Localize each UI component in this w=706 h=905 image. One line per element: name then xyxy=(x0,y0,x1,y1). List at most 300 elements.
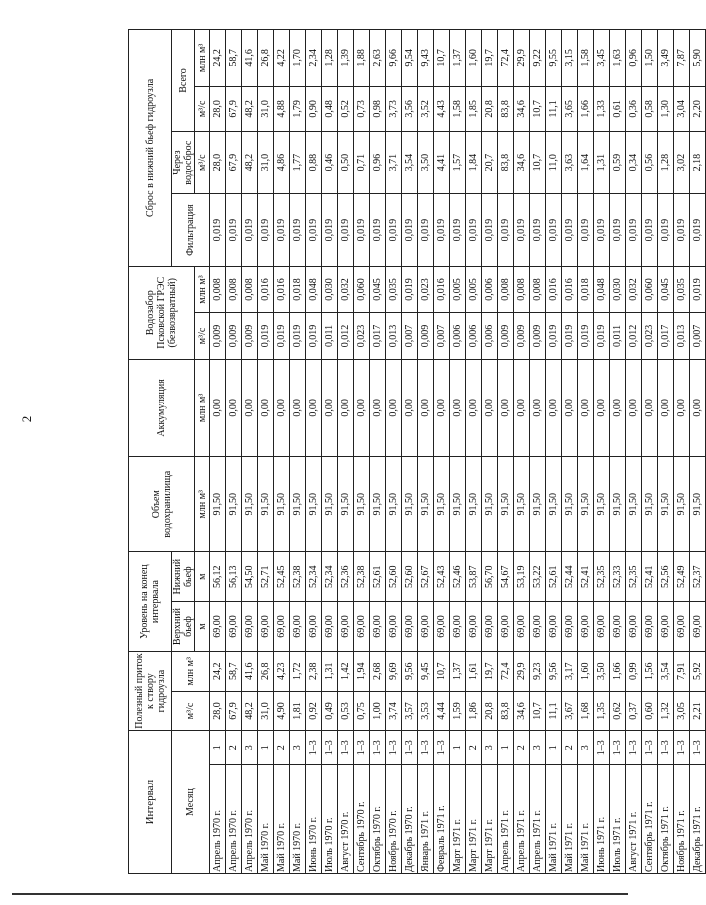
cell-inflow-mln: 9,56 xyxy=(402,651,418,691)
cell-filtration: 0,019 xyxy=(258,194,274,267)
cell-upper-pool: 69,00 xyxy=(594,602,610,652)
cell-upper-pool: 69,00 xyxy=(418,602,434,652)
cell-inflow-m3s: 83,8 xyxy=(498,691,514,731)
cell-inflow-m3s: 10,7 xyxy=(530,691,546,731)
cell-total-mln: 1,58 xyxy=(578,30,594,87)
cell-inflow-m3s: 0,62 xyxy=(610,691,626,731)
cell-filtration: 0,019 xyxy=(322,194,338,267)
cell-total-m3s: 1,79 xyxy=(290,86,306,131)
cell-total-mln: 9,43 xyxy=(418,30,434,87)
table-row xyxy=(642,30,658,874)
cell-decade: 1–3 xyxy=(642,731,658,765)
cell-total-m3s: 1,58 xyxy=(450,86,466,131)
cell-upper-pool: 69,00 xyxy=(322,602,338,652)
cell-month: Май 1971 г. xyxy=(562,765,578,874)
cell-inflow-m3s: 0,60 xyxy=(642,691,658,731)
cell-month: Август 1971 г. xyxy=(626,765,642,874)
cell-inflow-mln: 9,45 xyxy=(418,651,434,691)
cell-volume: 91,50 xyxy=(306,457,322,552)
table-row xyxy=(674,30,690,874)
cell-intake-m3s: 0,011 xyxy=(322,313,338,359)
cell-upper-pool: 69,00 xyxy=(578,602,594,652)
cell-filtration: 0,019 xyxy=(690,194,706,267)
cell-accumulation: 0,00 xyxy=(466,359,482,456)
header-upper-unit: м xyxy=(195,602,210,652)
cell-upper-pool: 69,00 xyxy=(482,602,498,652)
cell-intake-m3s: 0,019 xyxy=(578,313,594,359)
cell-accumulation: 0,00 xyxy=(674,359,690,456)
cell-volume: 91,50 xyxy=(402,457,418,552)
header-volume-unit: млн м³ xyxy=(195,457,210,552)
cell-volume: 91,50 xyxy=(354,457,370,552)
cell-inflow-m3s: 4,44 xyxy=(434,691,450,731)
cell-total-m3s: 3,04 xyxy=(674,86,690,131)
cell-intake-mln: 0,008 xyxy=(242,266,258,312)
cell-intake-m3s: 0,007 xyxy=(690,313,706,359)
cell-upper-pool: 69,00 xyxy=(258,602,274,652)
cell-spillway: 1,64 xyxy=(578,132,594,194)
header-total-mln: млн м³ xyxy=(195,30,210,87)
cell-total-m3s: 0,61 xyxy=(610,86,626,131)
cell-spillway: 3,71 xyxy=(386,132,402,194)
cell-intake-mln: 0,060 xyxy=(354,266,370,312)
cell-volume: 91,50 xyxy=(642,457,658,552)
cell-total-mln: 2,63 xyxy=(370,30,386,87)
cell-accumulation: 0,00 xyxy=(258,359,274,456)
cell-total-m3s: 0,52 xyxy=(338,86,354,131)
header-month: Месяц xyxy=(172,731,210,874)
cell-month: Февраль 1971 г. xyxy=(434,765,450,874)
cell-upper-pool: 69,00 xyxy=(370,602,386,652)
cell-spillway: 1,57 xyxy=(450,132,466,194)
cell-inflow-mln: 0,99 xyxy=(626,651,642,691)
cell-lower-pool: 56,13 xyxy=(226,552,242,602)
cell-month: Июль 1971 г. xyxy=(610,765,626,874)
header-inflow-m3s: м³/с xyxy=(172,691,210,731)
table-row xyxy=(530,30,546,874)
table-row xyxy=(466,30,482,874)
cell-accumulation: 0,00 xyxy=(338,359,354,456)
cell-upper-pool: 69,00 xyxy=(546,602,562,652)
cell-volume: 91,50 xyxy=(226,457,242,552)
cell-total-m3s: 0,98 xyxy=(370,86,386,131)
cell-upper-pool: 69,00 xyxy=(338,602,354,652)
cell-total-mln: 10,7 xyxy=(434,30,450,87)
cell-month: Ноябрь 1970 г. xyxy=(386,765,402,874)
cell-accumulation: 0,00 xyxy=(402,359,418,456)
header-water-intake: Водозабор Псковской ГРЭС (безвозвратный) xyxy=(129,266,195,359)
cell-inflow-m3s: 48,2 xyxy=(242,691,258,731)
cell-accumulation: 0,00 xyxy=(434,359,450,456)
cell-spillway: 1,84 xyxy=(466,132,482,194)
cell-upper-pool: 69,00 xyxy=(674,602,690,652)
cell-volume: 91,50 xyxy=(690,457,706,552)
cell-lower-pool: 52,36 xyxy=(338,552,354,602)
cell-total-m3s: 20,8 xyxy=(482,86,498,131)
header-total-m3s: м³/с xyxy=(195,86,210,131)
cell-lower-pool: 52,38 xyxy=(354,552,370,602)
cell-accumulation: 0,00 xyxy=(354,359,370,456)
table-row xyxy=(210,30,226,874)
cell-intake-m3s: 0,012 xyxy=(338,313,354,359)
cell-upper-pool: 69,00 xyxy=(434,602,450,652)
cell-total-m3s: 1,66 xyxy=(578,86,594,131)
table-row xyxy=(354,30,370,874)
cell-volume: 91,50 xyxy=(210,457,226,552)
cell-intake-mln: 0,048 xyxy=(306,266,322,312)
cell-filtration: 0,019 xyxy=(274,194,290,267)
header-discharge: Сброс в нижний бьеф гидроузла xyxy=(129,30,172,267)
cell-inflow-mln: 3,54 xyxy=(658,651,674,691)
cell-month: Октябрь 1971 г. xyxy=(658,765,674,874)
cell-inflow-m3s: 3,57 xyxy=(402,691,418,731)
cell-accumulation: 0,00 xyxy=(418,359,434,456)
cell-intake-mln: 0,016 xyxy=(274,266,290,312)
cell-total-mln: 1,63 xyxy=(610,30,626,87)
cell-intake-mln: 0,018 xyxy=(290,266,306,312)
cell-inflow-mln: 9,69 xyxy=(386,651,402,691)
cell-total-m3s: 3,52 xyxy=(418,86,434,131)
cell-accumulation: 0,00 xyxy=(610,359,626,456)
table-row xyxy=(578,30,594,874)
cell-inflow-m3s: 0,49 xyxy=(322,691,338,731)
cell-lower-pool: 52,35 xyxy=(594,552,610,602)
cell-inflow-m3s: 1,00 xyxy=(370,691,386,731)
table-row xyxy=(418,30,434,874)
cell-spillway: 3,02 xyxy=(674,132,690,194)
cell-upper-pool: 69,00 xyxy=(290,602,306,652)
cell-spillway: 67,9 xyxy=(226,132,242,194)
cell-total-mln: 1,50 xyxy=(642,30,658,87)
cell-month: Апрель 1970 г. xyxy=(210,765,226,874)
header-inflow: Полезный приток к створу гидроузла xyxy=(129,651,172,730)
table-row xyxy=(322,30,338,874)
cell-filtration: 0,019 xyxy=(354,194,370,267)
cell-decade: 2 xyxy=(226,731,242,765)
cell-filtration: 0,019 xyxy=(466,194,482,267)
table-row xyxy=(482,30,498,874)
header-accumulation: Аккумуляция xyxy=(129,359,195,456)
table-row xyxy=(562,30,578,874)
cell-upper-pool: 69,00 xyxy=(402,602,418,652)
cell-inflow-m3s: 0,92 xyxy=(306,691,322,731)
cell-total-mln: 3,49 xyxy=(658,30,674,87)
cell-total-mln: 29,9 xyxy=(514,30,530,87)
cell-inflow-m3s: 0,37 xyxy=(626,691,642,731)
cell-total-m3s: 3,56 xyxy=(402,86,418,131)
cell-accumulation: 0,00 xyxy=(210,359,226,456)
cell-inflow-mln: 72,4 xyxy=(498,651,514,691)
cell-filtration: 0,019 xyxy=(482,194,498,267)
cell-upper-pool: 69,00 xyxy=(514,602,530,652)
cell-lower-pool: 54,67 xyxy=(498,552,514,602)
cell-total-m3s: 3,65 xyxy=(562,86,578,131)
cell-inflow-mln: 3,17 xyxy=(562,651,578,691)
cell-month: Декабрь 1970 г. xyxy=(402,765,418,874)
cell-inflow-mln: 1,31 xyxy=(322,651,338,691)
cell-volume: 91,50 xyxy=(578,457,594,552)
cell-inflow-mln: 4,23 xyxy=(274,651,290,691)
cell-decade: 2 xyxy=(514,731,530,765)
cell-decade: 2 xyxy=(274,731,290,765)
cell-intake-m3s: 0,017 xyxy=(658,313,674,359)
cell-intake-mln: 0,019 xyxy=(402,266,418,312)
cell-inflow-m3s: 34,6 xyxy=(514,691,530,731)
cell-intake-m3s: 0,019 xyxy=(546,313,562,359)
cell-filtration: 0,019 xyxy=(338,194,354,267)
cell-lower-pool: 52,46 xyxy=(450,552,466,602)
cell-lower-pool: 52,60 xyxy=(402,552,418,602)
cell-inflow-mln: 19,7 xyxy=(482,651,498,691)
cell-spillway: 31,0 xyxy=(258,132,274,194)
cell-intake-mln: 0,016 xyxy=(562,266,578,312)
cell-total-m3s: 0,58 xyxy=(642,86,658,131)
cell-spillway: 0,96 xyxy=(370,132,386,194)
cell-lower-pool: 52,35 xyxy=(626,552,642,602)
cell-intake-m3s: 0,009 xyxy=(418,313,434,359)
cell-decade: 3 xyxy=(290,731,306,765)
cell-volume: 91,50 xyxy=(658,457,674,552)
cell-inflow-mln: 9,23 xyxy=(530,651,546,691)
cell-intake-mln: 0,032 xyxy=(338,266,354,312)
header-intake-mln: млн м³ xyxy=(195,266,210,312)
cell-volume: 91,50 xyxy=(546,457,562,552)
cell-inflow-mln: 1,94 xyxy=(354,651,370,691)
header-interval: Интервал xyxy=(129,731,172,874)
cell-filtration: 0,019 xyxy=(530,194,546,267)
cell-decade: 1 xyxy=(498,731,514,765)
cell-month: Апрель 1971 г. xyxy=(498,765,514,874)
cell-accumulation: 0,00 xyxy=(626,359,642,456)
cell-filtration: 0,019 xyxy=(306,194,322,267)
cell-upper-pool: 69,00 xyxy=(658,602,674,652)
header-level: Уровень на конец интервала xyxy=(129,552,172,652)
cell-total-m3s: 4,43 xyxy=(434,86,450,131)
cell-total-mln: 41,6 xyxy=(242,30,258,87)
cell-inflow-mln: 7,91 xyxy=(674,651,690,691)
cell-total-m3s: 83,8 xyxy=(498,86,514,131)
cell-spillway: 4,41 xyxy=(434,132,450,194)
cell-filtration: 0,019 xyxy=(658,194,674,267)
cell-spillway: 28,0 xyxy=(210,132,226,194)
cell-volume: 91,50 xyxy=(322,457,338,552)
cell-upper-pool: 69,00 xyxy=(242,602,258,652)
table-body xyxy=(210,30,706,874)
cell-lower-pool: 52,41 xyxy=(578,552,594,602)
cell-total-m3s: 28,0 xyxy=(210,86,226,131)
cell-upper-pool: 69,00 xyxy=(530,602,546,652)
cell-total-mln: 9,22 xyxy=(530,30,546,87)
cell-decade: 1–3 xyxy=(338,731,354,765)
cell-total-mln: 19,7 xyxy=(482,30,498,87)
cell-filtration: 0,019 xyxy=(498,194,514,267)
cell-inflow-mln: 9,56 xyxy=(546,651,562,691)
cell-total-m3s: 10,7 xyxy=(530,86,546,131)
cell-total-m3s: 11,1 xyxy=(546,86,562,131)
cell-decade: 1–3 xyxy=(674,731,690,765)
header-upper-pool: Верхний бьеф xyxy=(172,602,195,652)
cell-intake-m3s: 0,009 xyxy=(514,313,530,359)
table-row xyxy=(402,30,418,874)
cell-lower-pool: 52,56 xyxy=(658,552,674,602)
cell-spillway: 0,46 xyxy=(322,132,338,194)
cell-total-m3s: 0,73 xyxy=(354,86,370,131)
cell-decade: 1 xyxy=(258,731,274,765)
cell-decade: 1 xyxy=(450,731,466,765)
cell-month: Май 1970 г. xyxy=(258,765,274,874)
cell-total-m3s: 3,73 xyxy=(386,86,402,131)
cell-total-mln: 1,37 xyxy=(450,30,466,87)
cell-lower-pool: 52,34 xyxy=(322,552,338,602)
cell-month: Май 1971 г. xyxy=(578,765,594,874)
cell-intake-mln: 0,005 xyxy=(466,266,482,312)
cell-inflow-m3s: 3,67 xyxy=(562,691,578,731)
cell-month: Май 1970 г. xyxy=(274,765,290,874)
cell-intake-m3s: 0,011 xyxy=(610,313,626,359)
cell-lower-pool: 56,70 xyxy=(482,552,498,602)
header-lower-unit: м xyxy=(195,552,210,602)
cell-inflow-m3s: 4,90 xyxy=(274,691,290,731)
cell-lower-pool: 52,60 xyxy=(386,552,402,602)
cell-filtration: 0,019 xyxy=(546,194,562,267)
table-row xyxy=(434,30,450,874)
cell-volume: 91,50 xyxy=(274,457,290,552)
cell-total-mln: 1,39 xyxy=(338,30,354,87)
cell-lower-pool: 52,49 xyxy=(674,552,690,602)
cell-intake-mln: 0,016 xyxy=(546,266,562,312)
cell-decade: 3 xyxy=(482,731,498,765)
cell-inflow-m3s: 3,05 xyxy=(674,691,690,731)
cell-filtration: 0,019 xyxy=(626,194,642,267)
header-lower-pool: Нижний бьеф xyxy=(172,552,195,602)
cell-accumulation: 0,00 xyxy=(690,359,706,456)
cell-intake-mln: 0,045 xyxy=(370,266,386,312)
cell-intake-mln: 0,008 xyxy=(530,266,546,312)
cell-inflow-m3s: 20,8 xyxy=(482,691,498,731)
cell-inflow-mln: 2,68 xyxy=(370,651,386,691)
cell-upper-pool: 69,00 xyxy=(450,602,466,652)
cell-inflow-mln: 24,2 xyxy=(210,651,226,691)
cell-volume: 91,50 xyxy=(594,457,610,552)
header-inflow-mln: млн м³ xyxy=(172,651,210,691)
cell-total-m3s: 1,33 xyxy=(594,86,610,131)
cell-total-mln: 3,45 xyxy=(594,30,610,87)
cell-intake-mln: 0,048 xyxy=(594,266,610,312)
cell-total-mln: 9,66 xyxy=(386,30,402,87)
cell-total-mln: 2,34 xyxy=(306,30,322,87)
cell-total-mln: 1,88 xyxy=(354,30,370,87)
cell-total-m3s: 0,36 xyxy=(626,86,642,131)
cell-total-mln: 9,54 xyxy=(402,30,418,87)
cell-accumulation: 0,00 xyxy=(482,359,498,456)
cell-intake-m3s: 0,019 xyxy=(290,313,306,359)
table-row xyxy=(626,30,642,874)
hydro-table-container xyxy=(128,29,703,874)
cell-month: Март 1971 г. xyxy=(482,765,498,874)
cell-volume: 91,50 xyxy=(434,457,450,552)
table-row xyxy=(450,30,466,874)
table-row xyxy=(370,30,386,874)
cell-lower-pool: 52,45 xyxy=(274,552,290,602)
cell-inflow-m3s: 0,53 xyxy=(338,691,354,731)
cell-inflow-mln: 1,72 xyxy=(290,651,306,691)
cell-decade: 1–3 xyxy=(386,731,402,765)
cell-filtration: 0,019 xyxy=(514,194,530,267)
cell-inflow-m3s: 11,1 xyxy=(546,691,562,731)
cell-inflow-m3s: 1,35 xyxy=(594,691,610,731)
cell-lower-pool: 52,44 xyxy=(562,552,578,602)
cell-inflow-m3s: 3,53 xyxy=(418,691,434,731)
cell-intake-m3s: 0,013 xyxy=(674,313,690,359)
table-row xyxy=(274,30,290,874)
cell-intake-mln: 0,030 xyxy=(322,266,338,312)
cell-inflow-m3s: 28,0 xyxy=(210,691,226,731)
cell-filtration: 0,019 xyxy=(434,194,450,267)
cell-spillway: 48,2 xyxy=(242,132,258,194)
cell-accumulation: 0,00 xyxy=(642,359,658,456)
cell-intake-m3s: 0,023 xyxy=(642,313,658,359)
cell-inflow-m3s: 67,9 xyxy=(226,691,242,731)
cell-intake-m3s: 0,019 xyxy=(594,313,610,359)
cell-filtration: 0,019 xyxy=(450,194,466,267)
cell-upper-pool: 69,00 xyxy=(386,602,402,652)
cell-lower-pool: 52,41 xyxy=(642,552,658,602)
cell-intake-mln: 0,045 xyxy=(658,266,674,312)
cell-total-mln: 1,70 xyxy=(290,30,306,87)
cell-total-mln: 5,90 xyxy=(690,30,706,87)
cell-filtration: 0,019 xyxy=(290,194,306,267)
cell-month: Июнь 1970 г. xyxy=(306,765,322,874)
cell-total-mln: 4,22 xyxy=(274,30,290,87)
cell-volume: 91,50 xyxy=(242,457,258,552)
cell-intake-m3s: 0,019 xyxy=(306,313,322,359)
cell-total-mln: 24,2 xyxy=(210,30,226,87)
cell-volume: 91,50 xyxy=(338,457,354,552)
cell-inflow-mln: 1,37 xyxy=(450,651,466,691)
cell-spillway: 4,86 xyxy=(274,132,290,194)
cell-volume: 91,50 xyxy=(418,457,434,552)
cell-spillway: 83,8 xyxy=(498,132,514,194)
header-filtration: Фильтрация xyxy=(172,194,210,267)
header-total: Всего xyxy=(172,30,195,132)
cell-accumulation: 0,00 xyxy=(498,359,514,456)
cell-spillway: 0,56 xyxy=(642,132,658,194)
cell-lower-pool: 53,87 xyxy=(466,552,482,602)
cell-total-mln: 1,28 xyxy=(322,30,338,87)
cell-lower-pool: 54,50 xyxy=(242,552,258,602)
cell-inflow-mln: 1,66 xyxy=(610,651,626,691)
cell-month: Апрель 1971 г. xyxy=(514,765,530,874)
cell-month: Апрель 1971 г. xyxy=(530,765,546,874)
cell-inflow-m3s: 1,68 xyxy=(578,691,594,731)
cell-lower-pool: 52,67 xyxy=(418,552,434,602)
cell-intake-mln: 0,005 xyxy=(450,266,466,312)
cell-decade: 1–3 xyxy=(322,731,338,765)
cell-lower-pool: 53,22 xyxy=(530,552,546,602)
cell-total-m3s: 48,2 xyxy=(242,86,258,131)
cell-intake-m3s: 0,009 xyxy=(226,313,242,359)
cell-decade: 1–3 xyxy=(594,731,610,765)
cell-volume: 91,50 xyxy=(674,457,690,552)
cell-lower-pool: 52,61 xyxy=(370,552,386,602)
cell-upper-pool: 69,00 xyxy=(626,602,642,652)
cell-decade: 1–3 xyxy=(658,731,674,765)
table-row xyxy=(610,30,626,874)
cell-upper-pool: 69,00 xyxy=(306,602,322,652)
cell-filtration: 0,019 xyxy=(642,194,658,267)
cell-accumulation: 0,00 xyxy=(386,359,402,456)
cell-volume: 91,50 xyxy=(386,457,402,552)
